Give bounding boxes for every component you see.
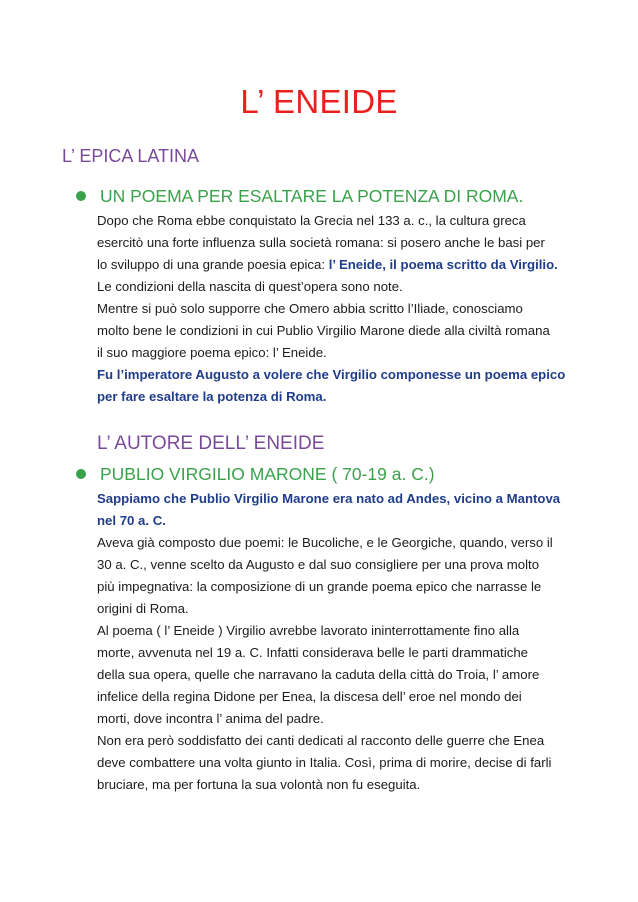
text-line: bruciare, ma per fortuna la sua volontà non fu eseguita. <box>97 777 421 792</box>
text-line: Non era però soddisfatto dei canti dedicati al racconto delle guerre che Enea <box>97 733 545 748</box>
bullet-item-label: UN POEMA PER ESALTARE LA POTENZA DI ROMA. <box>100 186 524 206</box>
emphasized-text: l’ Eneide, il poema scritto da Virgilio. <box>328 257 558 272</box>
paragraph-autore <box>97 488 597 796</box>
text-line: Al poema ( l’ Eneide ) Virgilio avrebbe lavorato ininterrottamente fino alla <box>97 623 520 638</box>
text-line: infelice della regina Didone per Enea, la discesa dell’ eroe nel mondo dei <box>97 689 522 704</box>
text-line: origini di Roma. <box>97 601 189 616</box>
text-line: Dopo che Roma ebbe conquistato la Grecia nel 133 a. c., la cultura greca <box>97 213 526 228</box>
section-heading-epica-latina: L’ EPICA LATINA <box>62 146 200 166</box>
emphasized-text: Fu l’imperatore Augusto a volere che Virgilio componesse un poema epico <box>97 367 566 382</box>
text-line: della sua opera, quelle che narravano la caduta della città do Troia, l’ amore <box>97 667 540 682</box>
section-heading-autore: L’ AUTORE DELL’ ENEIDE <box>97 433 325 454</box>
emphasized-text: nel 70 a. C. <box>97 513 166 528</box>
text-line <box>97 386 597 408</box>
text-line: Mentre si può solo supporre che Omero abbia scritto l’Iliade, conosciamo <box>97 301 523 316</box>
bullet-dot-icon <box>76 469 86 479</box>
text-line <box>97 510 597 532</box>
bullet-item-virgilio <box>76 462 435 486</box>
text-line: esercitò una forte influenza sulla società romana: si posero anche le basi per <box>97 235 545 250</box>
text-line: più impegnativa: la composizione di un grande poema epico che narrasse le <box>97 579 542 594</box>
text-line: Aveva già composto due poemi: le Bucoliche, e le Georgiche, quando, verso il <box>97 535 553 550</box>
text-line: molto bene le condizioni in cui Publio Virgilio Marone diede alla civiltà romana <box>97 323 550 338</box>
paragraph-epica-latina <box>97 210 597 408</box>
text-line: morte, avvenuta nel 19 a. C. Infatti considerava belle le parti drammatiche <box>97 645 529 660</box>
text-line <box>97 488 597 510</box>
bullet-item-poema <box>76 184 523 208</box>
text-line-plain: lo sviluppo di una grande poesia epica: <box>97 257 329 272</box>
bullet-dot-icon <box>76 191 86 201</box>
document-title: L’ ENEIDE <box>240 83 398 120</box>
bullet-item-label: PUBLIO VIRGILIO MARONE ( 70-19 a. C.) <box>100 464 435 484</box>
text-line: deve combattere una volta giunto in Italia. Così, prima di morire, decise di farli <box>97 755 552 770</box>
text-line: 30 a. C., venne scelto da Augusto e dal suo consigliere per una prova molto <box>97 557 540 572</box>
emphasized-text: Sappiamo che Publio Virgilio Marone era nato ad Andes, vicino a Mantova <box>97 491 561 506</box>
text-line: morti, dove incontra l’ anima del padre. <box>97 711 324 726</box>
text-line <box>97 364 597 386</box>
emphasized-text: per fare esaltare la potenza di Roma. <box>97 389 327 404</box>
text-line: Le condizioni della nascita di quest’opera sono note. <box>97 279 403 294</box>
text-line: il suo maggiore poema epico: l’ Eneide. <box>97 345 327 360</box>
text-line <box>97 254 597 276</box>
